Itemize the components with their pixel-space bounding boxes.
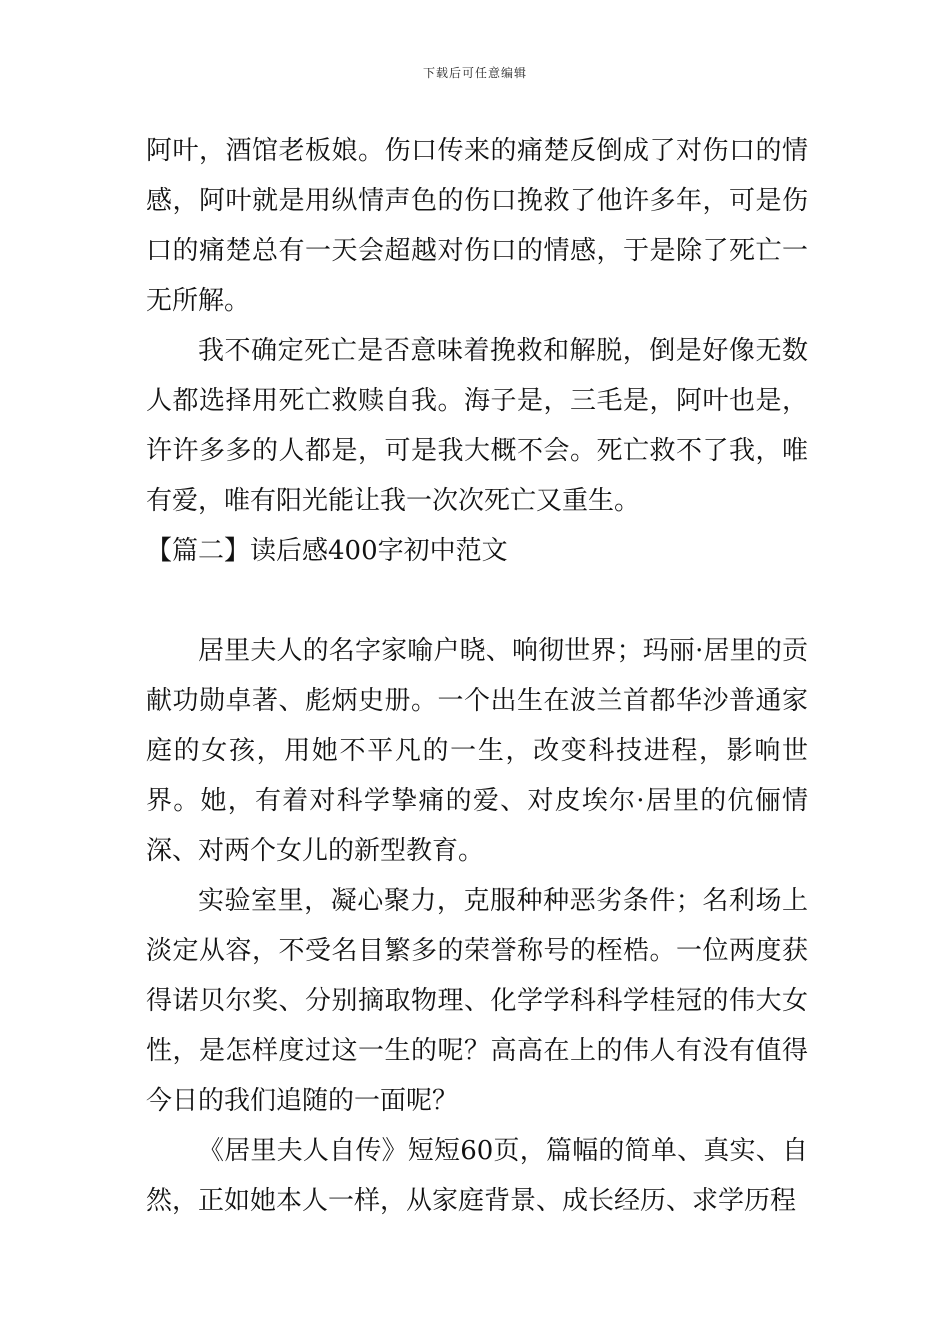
paragraph-5: 《居里夫人自传》短短60页，篇幅的简单、真实、自然，正如她本人一样，从家庭背景、成长经历、求学历程 [146,1136,808,1216]
paragraph-3: 居里夫人的名字家喻户晓、响彻世界；玛丽·居里的贡献功勋卓著、彪炳史册。一个出生在波兰首都华沙普通家庭的女孩，用她不平凡的一生，改变科技进程，影响世界。她，有着对科学挚痛的爱、对皮埃尔·居里的伉俪情深、对两个女儿的新型教育。 [146,636,808,866]
paragraph-4: 实验室里，凝心聚力，克服种种恶劣条件；名利场上淡定从容，不受名目繁多的荣誉称号的桎梏。一位两度获得诺贝尔奖、分别摘取物理、化学学科科学桂冠的伟大女性，是怎样度过这一生的呢？高高在上的伟人有没有值得今日的我们追随的一面呢？ [146,886,808,1116]
header-note: 下载后可任意编辑 [422,66,527,80]
paragraph-1: 阿叶，酒馆老板娘。伤口传来的痛楚反倒成了对伤口的情感，阿叶就是用纵情声色的伤口挽救了他许多年，可是伤口的痛楚总有一天会超越对伤口的情感，于是除了死亡一无所解。 [146,136,808,316]
blank-line [146,576,808,626]
document-body [146,126,808,1226]
paragraph-2: 我不确定死亡是否意味着挽救和解脱，倒是好像无数人都选择用死亡救赎自我。海子是，三毛是，阿叶也是，许许多多的人都是，可是我大概不会。死亡救不了我，唯有爱，唯有阳光能让我一次次死亡又重生。 [146,336,808,516]
section-title: 【篇二】读后感400字初中范文 [146,536,508,566]
